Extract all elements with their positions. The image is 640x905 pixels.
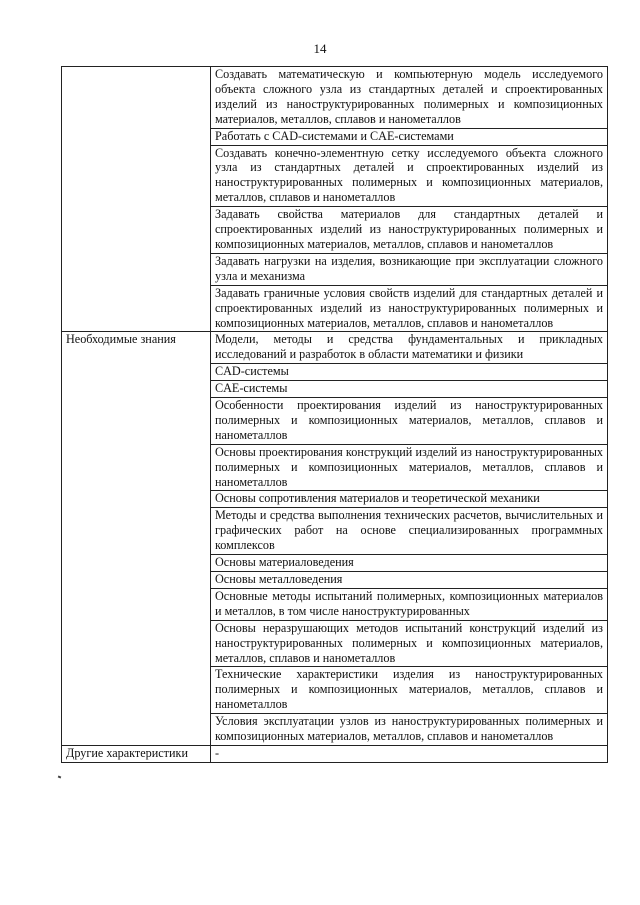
item-cell — [211, 253, 608, 285]
item-text: Методы и средства выполнения технических расчетов, вычислительных и графических работ на основе специализированных программных комплексов — [215, 508, 603, 553]
item-text: Создавать математическую и компьютерную модель исследуемого объекта сложного узла из стандартных деталей и спроектированных изделий из наноструктурированных полимерных и композиционных материалов, металлов, сплавов и нанометаллов — [215, 67, 603, 126]
item-text: Основы материаловедения — [215, 555, 354, 570]
item-cell — [211, 332, 608, 364]
item-text: Основы неразрушающих методов испытаний конструкций изделий из наноструктурированных полимерных и композиционных материалов, металлов, сплавов и нанометаллов — [215, 620, 603, 665]
item-cell — [211, 667, 608, 714]
item-text: Создавать конечно-элементную сетку исследуемого объекта сложного узла из стандартных деталей и спроектированных изделий из наноструктурированных полимерных и композиционных материалов, металлов, сплавов и нанометаллов — [215, 145, 603, 205]
item-text: Основы сопротивления материалов и теоретической механики — [215, 491, 540, 506]
table-row — [62, 745, 608, 762]
row-label-cell — [62, 67, 211, 332]
item-cell — [211, 745, 608, 762]
row-label-cell — [62, 745, 211, 762]
page-number: 14 — [313, 41, 327, 56]
item-cell — [211, 67, 608, 129]
item-cell — [211, 491, 608, 508]
qualification-table-body — [62, 67, 608, 763]
table-row — [62, 332, 608, 364]
item-text: Технические характеристики изделия из наноструктурированных полимерных и композиционных материалов, металлов, сплавов и нанометаллов — [215, 667, 603, 712]
item-cell — [211, 207, 608, 254]
item-text: Задавать нагрузки на изделия, возникающие при эксплуатации сложного узла и механизма — [215, 253, 603, 283]
scan-mark — [58, 776, 62, 779]
item-cell — [211, 128, 608, 145]
item-cell — [211, 398, 608, 445]
item-text: CAD-системы — [215, 364, 289, 379]
item-text: Основные методы испытаний полимерных, композиционных материалов и металлов, в том числе наноструктурированных — [215, 588, 603, 618]
item-cell — [211, 620, 608, 667]
table-row — [62, 67, 608, 129]
item-text: Особенности проектирования изделий из наноструктурированных полимерных и композиционных материалов, металлов, сплавов и нанометаллов — [215, 398, 603, 442]
item-cell — [211, 588, 608, 620]
item-cell — [211, 555, 608, 572]
item-text: Условия эксплуатации узлов из наноструктурированных полимерных и композиционных материалов, металлов, сплавов и нанометаллов — [215, 714, 603, 744]
item-text: Работать с CAD-системами и CAE-системами — [215, 128, 454, 143]
item-cell — [211, 364, 608, 381]
item-text: Основы проектирования конструкций изделий из наноструктурированных полимерных и композиционных материалов, металлов, сплавов и нанометаллов — [215, 444, 603, 489]
item-cell — [211, 508, 608, 555]
item-text: Модели, методы и средства фундаментальных и прикладных исследований и разработок в области математики и физики — [215, 332, 603, 362]
item-text: Основы металловедения — [215, 572, 343, 586]
row-label: Другие характеристики — [66, 745, 188, 760]
row-label: Необходимые знания — [66, 332, 176, 347]
qualification-table — [61, 66, 608, 763]
item-cell — [211, 444, 608, 491]
item-text: Задавать граничные условия свойств изделий для стандартных деталей и спроектированных изделий из наноструктурированных полимерных и композиционных материалов, металлов, сплавов и нанометаллов — [215, 285, 603, 330]
item-text: - — [215, 745, 220, 760]
item-cell — [211, 381, 608, 398]
item-cell — [211, 285, 608, 332]
item-text: CAE-системы — [215, 381, 288, 396]
item-cell — [211, 145, 608, 207]
item-cell — [211, 714, 608, 746]
item-cell — [211, 572, 608, 589]
row-label-cell — [62, 332, 211, 746]
item-text: Задавать свойства материалов для стандартных деталей и спроектированных изделий из наноструктурированных полимерных и композиционных материалов, металлов, сплавов и нанометаллов — [215, 207, 603, 251]
